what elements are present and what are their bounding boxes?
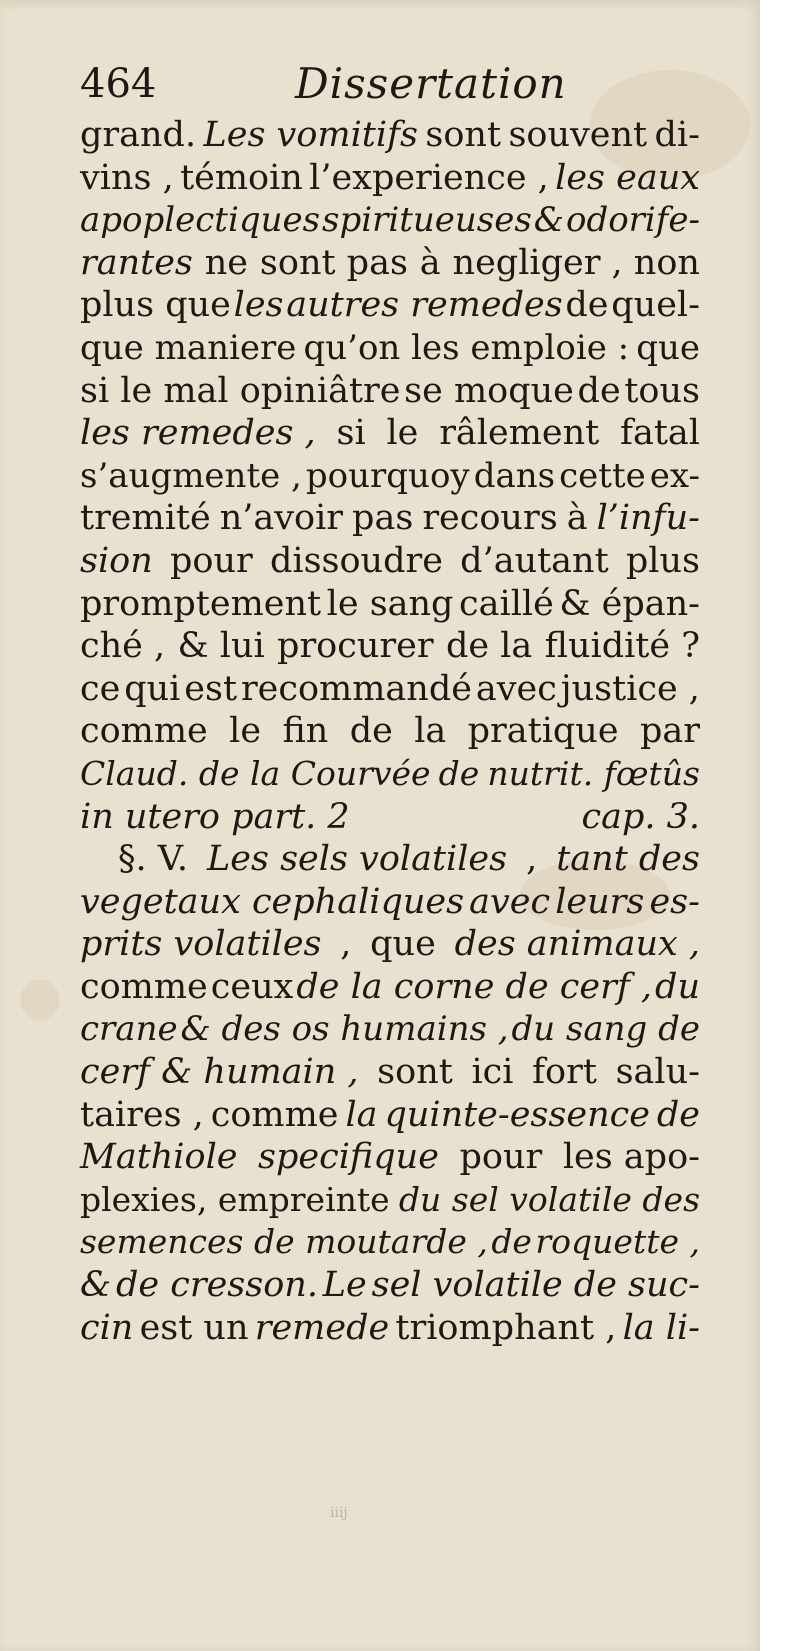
text-segment: que — [636, 327, 700, 368]
text-line — [80, 1008, 700, 1051]
text-segment: que maniere — [80, 327, 297, 368]
italic-segment: cap. 3. — [581, 796, 700, 837]
italic-segment: Le — [322, 1265, 367, 1306]
text-segment: le — [229, 711, 262, 752]
text-segment: qui — [124, 668, 181, 709]
italic-segment: nutrit. fœtûs — [487, 753, 700, 793]
text-segment: fatal — [620, 413, 700, 454]
italic-segment: prits volatiles — [80, 924, 322, 965]
text-segment: promptement — [80, 583, 322, 624]
italic-segment: sel volatile de suc- — [371, 1265, 700, 1306]
text-line — [80, 455, 700, 498]
text-segment: si — [336, 413, 366, 454]
italic-segment: autres remedes — [286, 285, 563, 326]
text-segment: taires , — [80, 1094, 204, 1135]
text-line — [80, 242, 700, 285]
text-line — [80, 114, 700, 157]
text-segment: comme — [210, 1094, 339, 1135]
text-segment: sont — [377, 1052, 453, 1093]
italic-segment: tant des — [556, 839, 700, 880]
text-segment: le sang — [326, 583, 454, 624]
text-line — [80, 966, 700, 1009]
running-title: Dissertation — [295, 59, 567, 108]
text-segment: caillé — [459, 583, 554, 624]
text-segment: dans — [473, 455, 556, 496]
text-line — [80, 1307, 700, 1350]
text-segment: pas — [352, 498, 414, 539]
text-segment: salu- — [615, 1052, 700, 1093]
text-segment: à — [419, 242, 441, 283]
text-segment: plexies, empreinte — [80, 1179, 390, 1219]
text-segment: est un — [139, 1307, 249, 1348]
italic-segment: de cresson. — [116, 1265, 318, 1306]
italic-segment: l’infu- — [596, 498, 700, 539]
italic-segment: roquette , — [535, 1222, 700, 1262]
text-line — [80, 881, 700, 924]
text-segment: de la — [445, 626, 533, 667]
text-segment: l’experience , — [309, 157, 549, 198]
italic-segment: de — [656, 1094, 700, 1135]
italic-segment: in utero part. 2 — [80, 796, 350, 837]
text-line — [80, 199, 700, 242]
text-line — [80, 1051, 700, 1094]
text-segment: pour — [459, 1137, 543, 1178]
italic-segment: avec — [469, 881, 551, 922]
italic-segment: apoplectiques — [80, 200, 321, 241]
text-segment: tremité — [80, 498, 211, 539]
text-segment: ceux — [210, 966, 294, 1007]
text-segment: le — [386, 413, 419, 454]
text-segment: negliger , non — [452, 242, 700, 283]
text-segment: les apo- — [562, 1137, 700, 1178]
italic-segment: es- — [649, 881, 700, 922]
text-line — [80, 1094, 700, 1137]
italic-segment: la — [345, 1094, 378, 1135]
text-line — [80, 412, 700, 455]
text-segment: souvent — [508, 115, 648, 155]
italic-segment: cin — [80, 1307, 134, 1348]
page-number: 464 — [80, 61, 157, 107]
italic-segment: crane — [80, 1009, 178, 1050]
text-segment: ex- — [649, 455, 700, 496]
italic-segment: du — [655, 966, 700, 1007]
italic-segment: les remedes , — [80, 413, 316, 454]
text-segment: fin — [282, 711, 329, 752]
italic-segment: vegetaux cephaliques — [80, 881, 465, 922]
italic-segment: du sang de — [511, 1009, 700, 1050]
text-segment: de — [565, 285, 609, 326]
text-segment: se moque — [404, 370, 574, 411]
text-segment: par — [639, 711, 700, 752]
text-line — [80, 1136, 700, 1179]
italic-segment: specifique — [258, 1137, 439, 1178]
italic-segment: & — [533, 200, 565, 241]
italic-segment: sion — [80, 540, 153, 581]
text-segment: pour — [170, 540, 253, 581]
text-segment: triomphant , — [395, 1307, 617, 1348]
italic-segment: Claud. de la Courvée — [80, 753, 431, 793]
text-segment: cette — [559, 455, 646, 496]
text-line — [80, 1221, 700, 1264]
text-segment: pourquoy — [305, 455, 470, 496]
text-segment: plus — [625, 540, 700, 581]
italic-segment: quinte-essence — [384, 1094, 650, 1135]
text-segment: de — [349, 711, 393, 752]
paper-stain — [20, 980, 60, 1020]
text-segment: n’avoir — [219, 498, 344, 539]
text-segment: §. V. — [118, 839, 189, 880]
text-segment: dissoudre — [269, 540, 443, 581]
text-segment: justice , — [560, 668, 700, 709]
text-segment: , — [526, 839, 538, 880]
text-segment: ici — [471, 1052, 514, 1093]
text-line — [80, 284, 700, 327]
text-segment: fort — [532, 1052, 597, 1093]
text-segment: plus que — [80, 285, 231, 326]
text-segment: témoin — [180, 157, 303, 198]
text-segment: à — [566, 498, 588, 539]
text-segment: pratique — [467, 711, 619, 752]
text-line — [80, 796, 700, 839]
body-text — [80, 114, 700, 1349]
text-segment: râlement — [439, 413, 600, 454]
text-segment: comme — [80, 966, 208, 1007]
italic-segment: cerf & humain , — [80, 1052, 359, 1093]
text-segment: tous — [624, 370, 700, 411]
text-line — [80, 157, 700, 200]
italic-segment: Mathiole — [80, 1137, 238, 1178]
italic-segment: & — [80, 1265, 112, 1306]
text-line — [80, 583, 700, 626]
text-segment: ce — [80, 668, 121, 709]
italic-segment: de — [491, 1222, 532, 1262]
text-segment: fluidité ? — [544, 626, 700, 667]
text-line — [80, 710, 700, 753]
text-segment: , — [340, 924, 352, 965]
italic-segment: & des os humains , — [180, 1009, 509, 1050]
italic-segment: rantes — [80, 242, 193, 283]
text-segment: de — [577, 370, 621, 411]
italic-segment: la li- — [622, 1307, 700, 1348]
page-header — [0, 54, 760, 114]
italic-segment: les — [233, 285, 284, 326]
text-segment: grand. — [80, 115, 197, 155]
text-segment: & lui — [177, 626, 265, 667]
text-line — [80, 497, 700, 540]
italic-segment: de la corne de cerf , — [296, 966, 653, 1007]
text-line — [80, 625, 700, 668]
text-line — [80, 370, 700, 413]
text-segment: di- — [654, 115, 700, 155]
text-segment: que — [370, 924, 436, 965]
text-line — [80, 923, 700, 966]
text-segment: recommandé — [240, 668, 472, 709]
text-line — [80, 540, 700, 583]
text-segment: recours — [422, 498, 558, 539]
text-line — [80, 1264, 700, 1307]
text-segment: sont — [425, 115, 502, 155]
italic-segment: du sel volatile des — [398, 1179, 700, 1219]
italic-segment: remede — [254, 1307, 390, 1348]
italic-segment: leurs — [555, 881, 645, 922]
text-segment: & épan- — [559, 583, 700, 624]
italic-segment: Les sels volatiles — [207, 839, 508, 880]
italic-segment: de — [438, 753, 480, 793]
text-segment: la — [414, 711, 447, 752]
text-line — [80, 327, 700, 370]
text-line — [80, 753, 700, 796]
text-segment: s’augmente , — [80, 455, 302, 496]
text-segment: procurer — [277, 626, 434, 667]
italic-segment: semences de moutarde , — [80, 1222, 488, 1262]
text-segment: avec — [475, 668, 557, 709]
text-segment: ché , — [80, 626, 166, 667]
text-segment: sont pas — [259, 242, 408, 283]
text-segment: quel- — [611, 285, 700, 326]
italic-segment: spiritueuses — [322, 200, 532, 241]
text-segment: si le mal opiniâtre — [80, 370, 401, 411]
text-segment: ne — [204, 242, 249, 283]
bleed-through-mark: iiij — [330, 1505, 348, 1521]
text-line — [80, 1179, 700, 1222]
text-segment: comme — [80, 711, 208, 752]
text-segment: vins , — [80, 157, 174, 198]
italic-segment: odorife- — [565, 200, 700, 241]
italic-segment: des animaux , — [454, 924, 700, 965]
text-line — [80, 668, 700, 711]
italic-segment: Les vomitifs — [203, 115, 418, 155]
text-segment: d’autant — [460, 540, 609, 581]
text-segment: est — [184, 668, 238, 709]
text-line — [80, 838, 700, 881]
italic-segment: les eaux — [555, 157, 700, 198]
text-segment: qu’on les emploie : — [303, 327, 630, 368]
